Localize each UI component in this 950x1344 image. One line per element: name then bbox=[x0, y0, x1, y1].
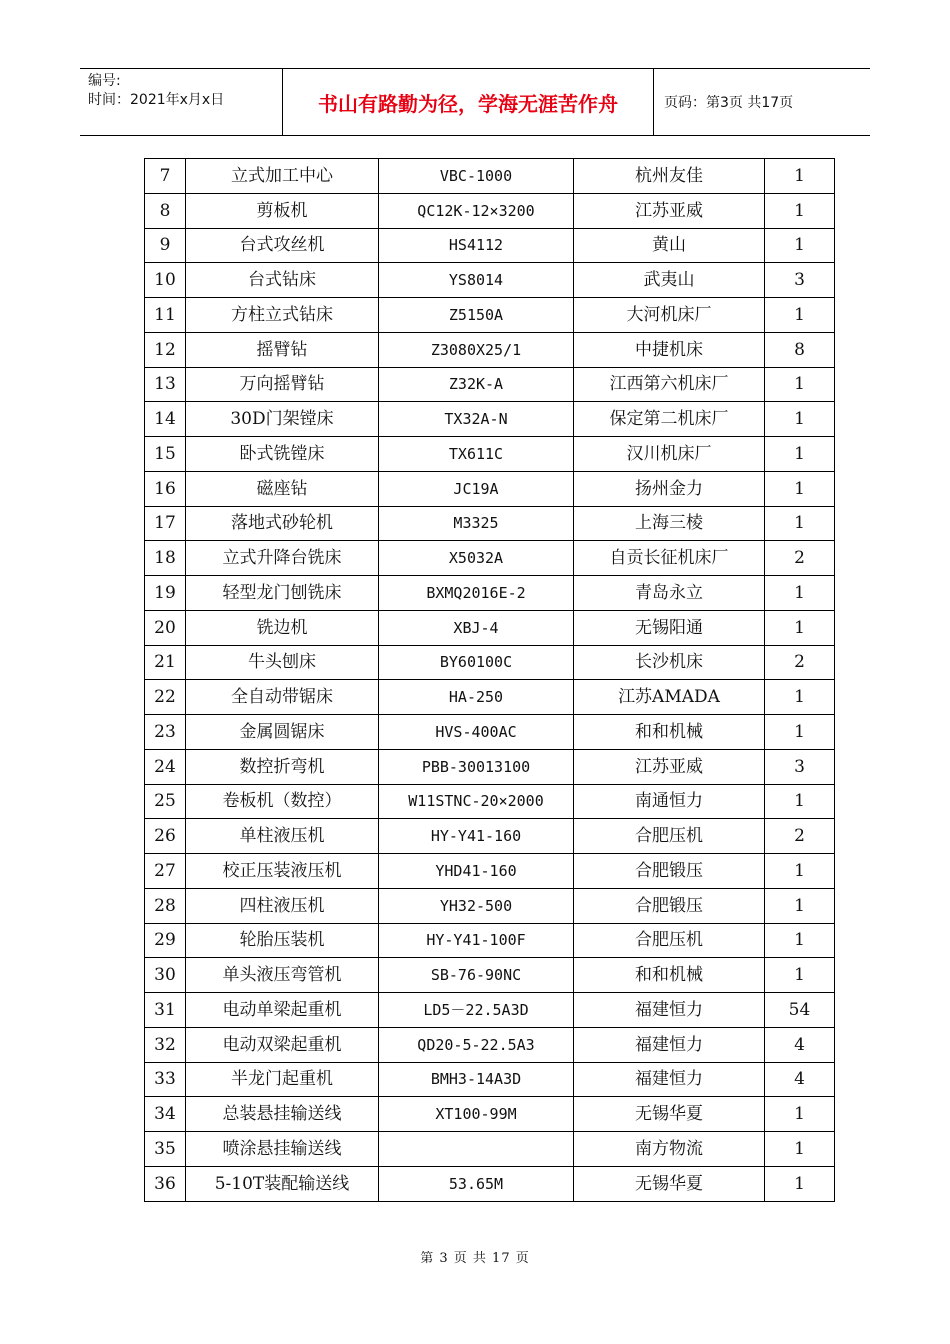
cell-model: XBJ-4 bbox=[379, 610, 574, 645]
cell-quantity: 1 bbox=[765, 854, 835, 889]
table-row bbox=[145, 680, 835, 715]
cell-equipment-name: 金属圆锯床 bbox=[186, 715, 379, 750]
cell-equipment-name: 单头液压弯管机 bbox=[186, 958, 379, 993]
cell-quantity: 1 bbox=[765, 923, 835, 958]
cell-model: Z32K-A bbox=[379, 367, 574, 402]
header-meta bbox=[80, 69, 283, 135]
cell-manufacturer: 大河机床厂 bbox=[574, 298, 765, 333]
cell-number: 31 bbox=[145, 993, 186, 1028]
cell-quantity: 1 bbox=[765, 680, 835, 715]
cell-model: YH32-500 bbox=[379, 888, 574, 923]
cell-manufacturer: 武夷山 bbox=[574, 263, 765, 298]
cell-quantity: 3 bbox=[765, 749, 835, 784]
cell-number: 12 bbox=[145, 332, 186, 367]
cell-manufacturer: 和和机械 bbox=[574, 715, 765, 750]
cell-number: 14 bbox=[145, 402, 186, 437]
cell-equipment-name: 四柱液压机 bbox=[186, 888, 379, 923]
cell-manufacturer: 合肥锻压 bbox=[574, 888, 765, 923]
cell-quantity: 1 bbox=[765, 298, 835, 333]
cell-manufacturer: 杭州友佳 bbox=[574, 159, 765, 194]
cell-manufacturer: 江苏亚威 bbox=[574, 193, 765, 228]
cell-manufacturer: 汉川机床厂 bbox=[574, 437, 765, 472]
cell-model: HS4112 bbox=[379, 228, 574, 263]
table-row bbox=[145, 159, 835, 194]
table-row bbox=[145, 610, 835, 645]
cell-manufacturer: 无锡华夏 bbox=[574, 1097, 765, 1132]
cell-manufacturer: 保定第二机床厂 bbox=[574, 402, 765, 437]
cell-model: VBC-1000 bbox=[379, 159, 574, 194]
cell-model: JC19A bbox=[379, 471, 574, 506]
cell-quantity: 1 bbox=[765, 1097, 835, 1132]
cell-equipment-name: 半龙门起重机 bbox=[186, 1062, 379, 1097]
cell-manufacturer: 黄山 bbox=[574, 228, 765, 263]
table-row bbox=[145, 541, 835, 576]
cell-manufacturer: 合肥锻压 bbox=[574, 854, 765, 889]
table-row bbox=[145, 993, 835, 1028]
cell-model: YS8014 bbox=[379, 263, 574, 298]
cell-equipment-name: 万向摇臂钻 bbox=[186, 367, 379, 402]
table-row bbox=[145, 923, 835, 958]
cell-equipment-name: 牛头刨床 bbox=[186, 645, 379, 680]
cell-number: 16 bbox=[145, 471, 186, 506]
header-page-info: 页码：第3页 共17页 bbox=[664, 95, 794, 111]
header-motto: 书山有路勤为径，学海无涯苦作舟 bbox=[283, 69, 654, 135]
cell-model: 53.65M bbox=[379, 1166, 574, 1201]
cell-quantity: 1 bbox=[765, 193, 835, 228]
cell-quantity: 1 bbox=[765, 402, 835, 437]
table-row bbox=[145, 1166, 835, 1201]
cell-number: 10 bbox=[145, 263, 186, 298]
cell-equipment-name: 电动双梁起重机 bbox=[186, 1027, 379, 1062]
time-label: 时间：2021年x月x日 bbox=[88, 92, 225, 108]
cell-model: Z5150A bbox=[379, 298, 574, 333]
equipment-table bbox=[144, 158, 835, 1202]
cell-quantity: 1 bbox=[765, 610, 835, 645]
cell-equipment-name: 5-10T装配输送线 bbox=[186, 1166, 379, 1201]
table-row bbox=[145, 784, 835, 819]
table-row bbox=[145, 1097, 835, 1132]
cell-model: SB-76-90NC bbox=[379, 958, 574, 993]
cell-quantity: 3 bbox=[765, 263, 835, 298]
cell-number: 19 bbox=[145, 576, 186, 611]
cell-equipment-name: 电动单梁起重机 bbox=[186, 993, 379, 1028]
table-row bbox=[145, 958, 835, 993]
cell-model: QC12K-12×3200 bbox=[379, 193, 574, 228]
cell-equipment-name: 喷涂悬挂输送线 bbox=[186, 1132, 379, 1167]
cell-quantity: 1 bbox=[765, 784, 835, 819]
cell-equipment-name: 立式升降台铣床 bbox=[186, 541, 379, 576]
cell-quantity: 1 bbox=[765, 437, 835, 472]
cell-equipment-name: 全自动带锯床 bbox=[186, 680, 379, 715]
number-label: 编号: bbox=[88, 73, 121, 89]
cell-equipment-name: 铣边机 bbox=[186, 610, 379, 645]
cell-quantity: 1 bbox=[765, 888, 835, 923]
cell-manufacturer: 江西第六机床厂 bbox=[574, 367, 765, 402]
cell-equipment-name: 数控折弯机 bbox=[186, 749, 379, 784]
cell-model: QD20-5-22.5A3 bbox=[379, 1027, 574, 1062]
cell-manufacturer: 中捷机床 bbox=[574, 332, 765, 367]
table-row bbox=[145, 645, 835, 680]
cell-model: Z3080X25/1 bbox=[379, 332, 574, 367]
cell-manufacturer: 合肥压机 bbox=[574, 923, 765, 958]
cell-manufacturer: 扬州金力 bbox=[574, 471, 765, 506]
cell-manufacturer: 青岛永立 bbox=[574, 576, 765, 611]
cell-quantity: 1 bbox=[765, 228, 835, 263]
cell-quantity: 4 bbox=[765, 1062, 835, 1097]
cell-model: W11STNC-20×2000 bbox=[379, 784, 574, 819]
table-row bbox=[145, 1062, 835, 1097]
cell-manufacturer: 无锡阳通 bbox=[574, 610, 765, 645]
cell-number: 11 bbox=[145, 298, 186, 333]
cell-manufacturer: 上海三棱 bbox=[574, 506, 765, 541]
cell-number: 33 bbox=[145, 1062, 186, 1097]
cell-quantity: 1 bbox=[765, 1166, 835, 1201]
cell-equipment-name: 卧式铣镗床 bbox=[186, 437, 379, 472]
cell-quantity: 54 bbox=[765, 993, 835, 1028]
cell-model bbox=[379, 1132, 574, 1167]
cell-quantity: 1 bbox=[765, 471, 835, 506]
cell-equipment-name: 方柱立式钻床 bbox=[186, 298, 379, 333]
cell-number: 18 bbox=[145, 541, 186, 576]
cell-manufacturer: 自贡长征机床厂 bbox=[574, 541, 765, 576]
cell-number: 22 bbox=[145, 680, 186, 715]
cell-number: 13 bbox=[145, 367, 186, 402]
cell-manufacturer: 福建恒力 bbox=[574, 1027, 765, 1062]
cell-model: HY-Y41-100F bbox=[379, 923, 574, 958]
cell-equipment-name: 轮胎压装机 bbox=[186, 923, 379, 958]
cell-equipment-name: 30D门架镗床 bbox=[186, 402, 379, 437]
table-row bbox=[145, 298, 835, 333]
cell-model: BMH3-14A3D bbox=[379, 1062, 574, 1097]
cell-manufacturer: 福建恒力 bbox=[574, 1062, 765, 1097]
table-row bbox=[145, 1027, 835, 1062]
cell-number: 36 bbox=[145, 1166, 186, 1201]
cell-number: 9 bbox=[145, 228, 186, 263]
equipment-table-body bbox=[145, 159, 835, 1202]
cell-model: YHD41-160 bbox=[379, 854, 574, 889]
table-row bbox=[145, 576, 835, 611]
table-row bbox=[145, 367, 835, 402]
table-row bbox=[145, 402, 835, 437]
table-row bbox=[145, 332, 835, 367]
table-row bbox=[145, 715, 835, 750]
cell-model: M3325 bbox=[379, 506, 574, 541]
cell-number: 24 bbox=[145, 749, 186, 784]
cell-equipment-name: 立式加工中心 bbox=[186, 159, 379, 194]
cell-number: 26 bbox=[145, 819, 186, 854]
cell-number: 30 bbox=[145, 958, 186, 993]
cell-manufacturer: 南通恒力 bbox=[574, 784, 765, 819]
cell-number: 32 bbox=[145, 1027, 186, 1062]
cell-model: HVS-400AC bbox=[379, 715, 574, 750]
cell-quantity: 2 bbox=[765, 541, 835, 576]
cell-number: 27 bbox=[145, 854, 186, 889]
cell-number: 20 bbox=[145, 610, 186, 645]
cell-number: 29 bbox=[145, 923, 186, 958]
cell-equipment-name: 总装悬挂输送线 bbox=[186, 1097, 379, 1132]
table-row bbox=[145, 228, 835, 263]
cell-quantity: 1 bbox=[765, 576, 835, 611]
table-row bbox=[145, 506, 835, 541]
cell-equipment-name: 轻型龙门刨铣床 bbox=[186, 576, 379, 611]
cell-quantity: 1 bbox=[765, 367, 835, 402]
cell-number: 34 bbox=[145, 1097, 186, 1132]
cell-equipment-name: 磁座钻 bbox=[186, 471, 379, 506]
cell-number: 23 bbox=[145, 715, 186, 750]
table-row bbox=[145, 1132, 835, 1167]
cell-equipment-name: 校正压装液压机 bbox=[186, 854, 379, 889]
cell-model: BXMQ2016E-2 bbox=[379, 576, 574, 611]
cell-manufacturer: 江苏亚威 bbox=[574, 749, 765, 784]
cell-model: BY60100C bbox=[379, 645, 574, 680]
cell-manufacturer: 和和机械 bbox=[574, 958, 765, 993]
cell-equipment-name: 摇臂钻 bbox=[186, 332, 379, 367]
cell-model: TX611C bbox=[379, 437, 574, 472]
page-footer: 第 3 页 共 17 页 bbox=[420, 1251, 530, 1266]
table-row bbox=[145, 193, 835, 228]
cell-manufacturer: 长沙机床 bbox=[574, 645, 765, 680]
cell-quantity: 1 bbox=[765, 958, 835, 993]
table-row bbox=[145, 854, 835, 889]
table-row bbox=[145, 819, 835, 854]
cell-equipment-name: 落地式砂轮机 bbox=[186, 506, 379, 541]
cell-number: 21 bbox=[145, 645, 186, 680]
cell-model: X5032A bbox=[379, 541, 574, 576]
cell-quantity: 1 bbox=[765, 715, 835, 750]
cell-number: 25 bbox=[145, 784, 186, 819]
cell-quantity: 8 bbox=[765, 332, 835, 367]
cell-quantity: 2 bbox=[765, 819, 835, 854]
table-row bbox=[145, 888, 835, 923]
table-row bbox=[145, 263, 835, 298]
cell-equipment-name: 台式钻床 bbox=[186, 263, 379, 298]
cell-equipment-name: 单柱液压机 bbox=[186, 819, 379, 854]
cell-number: 8 bbox=[145, 193, 186, 228]
cell-model: PBB-30013100 bbox=[379, 749, 574, 784]
cell-manufacturer: 福建恒力 bbox=[574, 993, 765, 1028]
cell-quantity: 4 bbox=[765, 1027, 835, 1062]
cell-manufacturer: 南方物流 bbox=[574, 1132, 765, 1167]
cell-equipment-name: 卷板机（数控） bbox=[186, 784, 379, 819]
cell-equipment-name: 剪板机 bbox=[186, 193, 379, 228]
cell-model: LD5－22.5A3D bbox=[379, 993, 574, 1028]
cell-model: XT100-99M bbox=[379, 1097, 574, 1132]
cell-number: 17 bbox=[145, 506, 186, 541]
table-row bbox=[145, 749, 835, 784]
cell-manufacturer: 合肥压机 bbox=[574, 819, 765, 854]
cell-quantity: 2 bbox=[765, 645, 835, 680]
cell-equipment-name: 台式攻丝机 bbox=[186, 228, 379, 263]
cell-model: HY-Y41-160 bbox=[379, 819, 574, 854]
cell-quantity: 1 bbox=[765, 1132, 835, 1167]
cell-quantity: 1 bbox=[765, 159, 835, 194]
cell-number: 28 bbox=[145, 888, 186, 923]
cell-manufacturer: 江苏AMADA bbox=[574, 680, 765, 715]
cell-manufacturer: 无锡华夏 bbox=[574, 1166, 765, 1201]
cell-number: 35 bbox=[145, 1132, 186, 1167]
cell-number: 7 bbox=[145, 159, 186, 194]
cell-model: TX32A-N bbox=[379, 402, 574, 437]
table-row bbox=[145, 471, 835, 506]
cell-model: HA-250 bbox=[379, 680, 574, 715]
cell-quantity: 1 bbox=[765, 506, 835, 541]
page-header bbox=[80, 68, 870, 136]
table-row bbox=[145, 437, 835, 472]
cell-number: 15 bbox=[145, 437, 186, 472]
